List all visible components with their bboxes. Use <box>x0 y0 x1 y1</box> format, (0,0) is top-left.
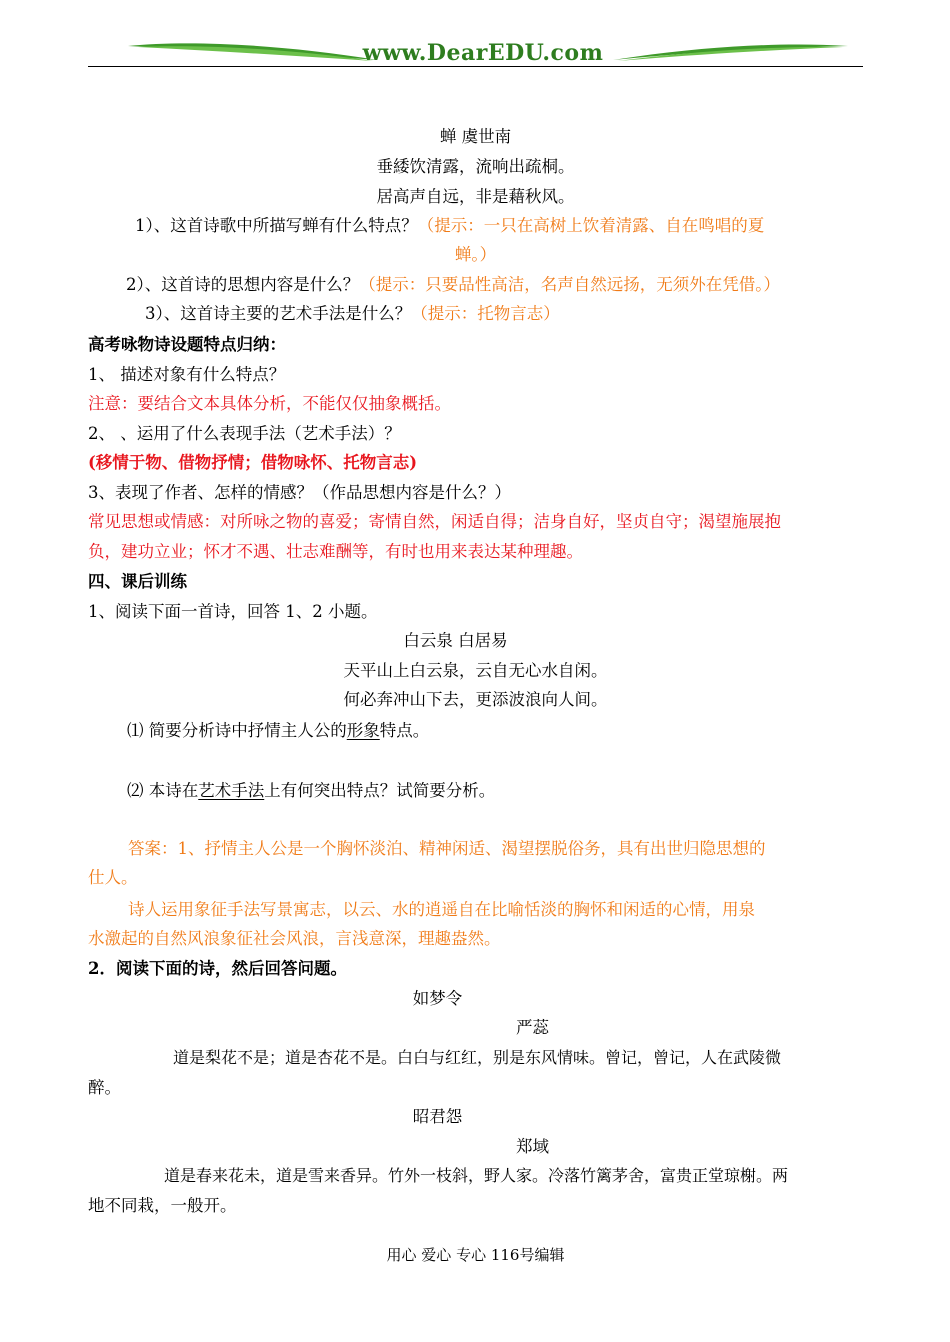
header-logo <box>88 34 863 70</box>
poem3-author: 郑域 <box>516 1137 549 1156</box>
poem2-text-a: 道是梨花不是；道是杏花不是。白白与红红，别是东风情味。曾记，曾记，人在武陵微 <box>173 1048 782 1067</box>
exercise1-intro: 1、阅读下面一首诗，回答 1、2 小题。 <box>88 602 378 621</box>
underlined-term: 艺术手法 <box>198 781 265 800</box>
section4-heading: 四、课后训练 <box>88 572 187 591</box>
summary-item-2: 2、 、运用了什么表现手法（艺术手法）？ <box>88 424 401 443</box>
question-text: ⑵ 本诗在 <box>127 781 199 800</box>
hint-text: （提示：只要品性高洁，名声自然远扬，无须外在凭借。） <box>359 275 780 294</box>
summary-item-3-note-b: 负，建功立业；怀才不遇、壮志难酬等，有时也用来表达某种理趣。 <box>88 542 583 561</box>
question-text: 3）、这首诗主要的艺术手法是什么？ <box>145 304 412 323</box>
poem2-text-b: 醉。 <box>88 1078 121 1097</box>
poem3-text-a: 道是春来花未，道是雪来香异。竹外一枝斜，野人家。冷落竹篱茅舍，富贵正堂琼榭。两 <box>164 1166 789 1185</box>
logo-text: www.DearEDU.com <box>362 40 604 66</box>
poem2-title: 如梦令 <box>412 989 463 1008</box>
summary-item-2-note: (移情于物、借物抒情；借物咏怀、托物言志) <box>88 453 418 472</box>
summary-item-3: 3、表现了作者、怎样的情感？（作品思想内容是什么？） <box>88 483 511 502</box>
poem3-text-b: 地不同栽，一般开。 <box>88 1196 237 1215</box>
answer-2-line-a: 诗人运用象征手法写景寓志，以云、水的逍遥自在比喻恬淡的胸怀和闲适的心情，用泉 <box>128 900 755 919</box>
poem1-line2: 居高声自远，非是藉秋风。 <box>376 187 575 206</box>
exercise1-poem-title: 白云泉 白居易 <box>403 631 508 650</box>
poem1-line1: 垂緌饮清露，流响出疏桐。 <box>376 157 575 176</box>
hint-text: （提示：托物言志） <box>411 304 560 323</box>
poem1-question-3 <box>145 303 863 325</box>
poem1-question-1-hint-cont: 蝉。） <box>454 245 497 264</box>
exercise2-intro: 2．阅读下面的诗，然后回答问题。 <box>88 959 347 978</box>
answer-1-line-a: 答案：1、抒情主人公是一个胸怀淡泊、精神闲适、渴望摆脱俗务，具有出世归隐思想的 <box>128 839 766 858</box>
poem1-question-2 <box>126 274 863 296</box>
question-text: 2）、这首诗的思想内容是什么？ <box>126 275 360 294</box>
hint-text: （提示：一只在高树上饮着清露、自在鸣唱的夏 <box>417 216 765 235</box>
summary-item-1-note: 注意：要结合文本具体分析，不能仅仅抽象概括。 <box>88 394 451 413</box>
question-text: ⑴ 简要分析诗中抒情主人公的 <box>127 721 347 740</box>
header-rule <box>88 66 863 67</box>
exercise1-question-2 <box>127 780 863 802</box>
poem3-title: 昭君怨 <box>412 1107 463 1126</box>
underlined-term: 形象 <box>346 721 380 740</box>
question-text: 特点。 <box>379 721 430 740</box>
summary-item-1: 1、 描述对象有什么特点？ <box>88 365 286 384</box>
exercise1-question-1 <box>127 720 863 742</box>
poem2-author: 严蕊 <box>516 1018 549 1037</box>
summary-heading: 高考咏物诗设题特点归纳： <box>88 335 286 354</box>
answer-1-line-b: 仕人。 <box>88 868 138 887</box>
answer-2-line-b: 水激起的自然风浪象征社会风浪，言浅意深，理趣盎然。 <box>88 929 501 948</box>
poem1-title: 蝉 虞世南 <box>439 127 512 146</box>
page-footer: 用心 爱心 专心 116号编辑 <box>386 1246 565 1264</box>
question-text: 1）、这首诗歌中所描写蝉有什么特点？ <box>135 216 418 235</box>
poem1-question-1 <box>135 215 863 237</box>
right-swoosh-icon <box>613 34 853 70</box>
summary-item-3-note-a: 常见思想或情感：对所咏之物的喜爱；寄情自然，闲适自得；洁身自好，坚贞自守；渴望施展抱 <box>88 512 781 531</box>
exercise1-poem-line2: 何必奔冲山下去，更添波浪向人间。 <box>343 690 608 709</box>
question-text: 上有何突出特点？试简要分析。 <box>264 781 496 800</box>
exercise1-poem-line1: 天平山上白云泉，云自无心水自闲。 <box>343 661 608 680</box>
